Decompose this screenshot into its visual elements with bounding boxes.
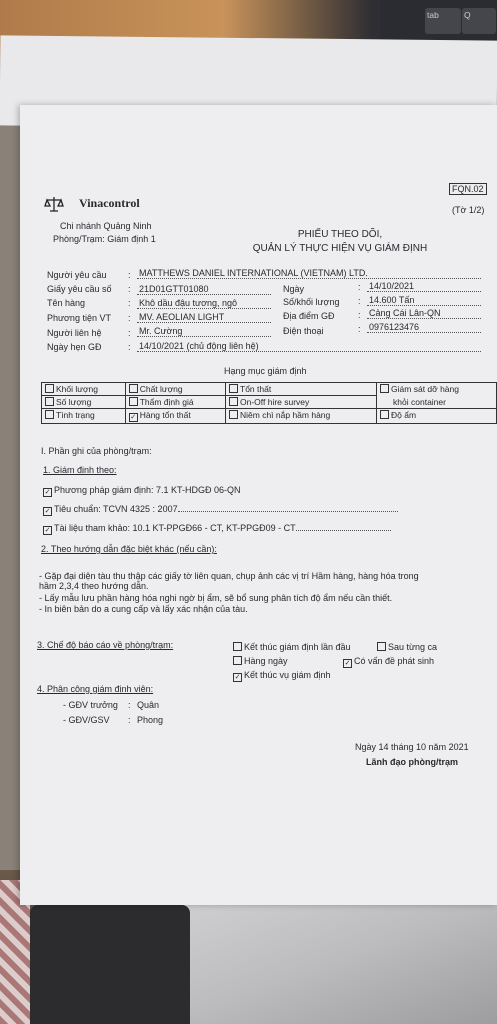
report-option-label: Có vấn đề phát sinh (354, 656, 435, 666)
colon: : (128, 284, 131, 294)
colon: : (358, 324, 361, 334)
standard-text: Tiêu chuẩn: TCVN 4325 : 2007 (54, 504, 178, 514)
category-label: Tổn thất (240, 384, 272, 394)
category-cell[interactable] (125, 383, 225, 396)
category-table (41, 382, 497, 424)
checkbox-checked-icon[interactable]: ✓ (44, 508, 51, 515)
checkbox-icon[interactable] (233, 656, 242, 665)
category-label: Thẩm định giá (139, 397, 194, 407)
colon: : (128, 298, 131, 308)
category-cell[interactable] (125, 409, 225, 424)
checkbox-icon[interactable] (380, 384, 389, 393)
requester-value: MATTHEWS DANIEL INTERNATIONAL (VIETNAM) LTD. (137, 268, 481, 279)
vessel-label: Phương tiện VT (47, 313, 111, 323)
category-label: Niêm chì nắp hầm hàng (240, 410, 331, 420)
report-option-1[interactable] (233, 642, 351, 652)
category-label: Số lượng (56, 397, 92, 407)
checkbox-checked-icon[interactable]: ✓ (234, 674, 241, 681)
page-number: (Tờ 1/2) (452, 205, 485, 215)
form-code: FQN.02 (449, 183, 487, 195)
checkbox-checked-icon[interactable]: ✓ (130, 414, 137, 421)
category-label: On-Off hire survey (240, 397, 310, 407)
method-line (43, 485, 241, 497)
key-q-label: Q (464, 10, 471, 20)
report-option-label: Hàng ngày (244, 656, 288, 666)
contact-label: Người liên hệ (47, 328, 102, 338)
checkbox-checked-icon[interactable]: ✓ (44, 527, 51, 534)
report-option-label: Kết thúc vụ giám định (244, 670, 331, 680)
category-cell[interactable] (377, 383, 497, 396)
goods-value: Khô dầu đậu tương, ngô (137, 298, 271, 309)
category-label: Khối lượng (56, 384, 98, 394)
table-row (42, 383, 497, 396)
request-no-label: Giấy yêu cầu số (47, 284, 112, 294)
dark-object (30, 905, 190, 1024)
colon: : (358, 282, 361, 292)
category-label: khỏi container (393, 396, 446, 407)
note-line-1b: hầm 2,3,4 theo hướng dẫn. (39, 581, 149, 591)
checkbox-checked-icon[interactable]: ✓ (44, 489, 51, 496)
phone-value: 0976123476 (367, 322, 481, 333)
category-title: Hạng mục giám định (224, 366, 307, 376)
date-label: Ngày (283, 284, 305, 294)
report-option-3[interactable] (233, 656, 288, 666)
checkbox-icon[interactable] (233, 642, 242, 651)
colon: : (128, 715, 131, 725)
category-label: Chất lượng (139, 384, 183, 394)
section4-heading: 4. Phân công giám định viên: (37, 684, 154, 694)
quantity-value: 14.600 Tấn (367, 295, 481, 306)
category-cell[interactable] (42, 383, 126, 396)
branch-name: Chi nhánh Quảng Ninh (60, 221, 152, 231)
reference-line (43, 523, 391, 535)
reference-text: Tài liệu tham khảo: 10.1 KT-PPGĐ66 - CT, KT-PPGĐ09 - CT (54, 523, 296, 533)
checkbox-icon[interactable] (229, 410, 238, 419)
checkbox-icon[interactable] (129, 384, 138, 393)
category-cell (377, 396, 497, 409)
vessel-value: MV. AEOLIAN LIGHT (137, 312, 271, 323)
station-name: Phòng/Trạm: Giám định 1 (53, 234, 156, 244)
key-tab (425, 8, 461, 34)
table-row (42, 409, 497, 424)
section1-sub1: 1. Giám định theo: (43, 465, 117, 475)
title-line-2: QUẢN LÝ THỰC HIỆN VỤ GIÁM ĐỊNH (252, 243, 428, 254)
report-option-label: Sau từng ca (388, 642, 438, 652)
colon: : (358, 296, 361, 306)
colon: : (128, 700, 131, 710)
category-label: Độ ẩm (391, 410, 417, 420)
category-cell[interactable] (42, 409, 126, 424)
gsv-value: Phong (137, 715, 164, 725)
category-cell[interactable] (226, 409, 377, 424)
category-label: Hàng tổn thất (139, 410, 191, 420)
category-cell[interactable] (42, 396, 126, 409)
lead-value: Quân (137, 700, 160, 710)
checkbox-icon[interactable] (45, 384, 54, 393)
report-option-5[interactable] (233, 670, 331, 682)
table-row (42, 396, 497, 409)
sign-date: Ngày 14 tháng 10 năm 2021 (355, 742, 469, 752)
category-cell[interactable] (377, 409, 497, 424)
checkbox-icon[interactable] (45, 410, 54, 419)
category-cell[interactable] (125, 396, 225, 409)
gsv-label: - GĐV/GSV (63, 715, 110, 725)
section1-heading: I. Phần ghi của phòng/trạm: (41, 446, 152, 456)
contact-value: Mr. Cường (137, 326, 271, 337)
checkbox-icon[interactable] (380, 410, 389, 419)
category-label: Tình trạng (56, 410, 95, 420)
colon: : (358, 310, 361, 320)
phone-label: Điện thoại (283, 326, 324, 336)
request-no-value: 21D01GTT01080 (137, 284, 271, 295)
section1-sub2: 2. Theo hướng dẫn đặc biệt khác (nếu cần): (41, 544, 217, 554)
colon: : (128, 342, 131, 352)
standard-line (43, 504, 398, 516)
category-cell[interactable] (226, 383, 377, 396)
lead-label: - GĐV trưởng (63, 700, 118, 710)
colon: : (128, 328, 131, 338)
report-option-2[interactable] (377, 642, 437, 652)
logo-icon (44, 196, 64, 217)
quantity-label: Số/khối lượng (283, 297, 340, 307)
category-label: Giám sát dỡ hàng (391, 384, 459, 394)
category-cell[interactable] (226, 396, 377, 409)
document-title (230, 228, 450, 256)
note-line-2: - Lấy mẫu lưu phần hàng hóa nghi ngờ bị ẩm, sẽ bổ sung phân tích độ ẩm nếu cần thiết. (39, 593, 393, 603)
date-value: 14/10/2021 (367, 281, 481, 292)
method-text: Phương pháp giám định: 7.1 KT-HDGĐ 06-QN (54, 485, 241, 495)
report-option-4[interactable] (343, 656, 434, 668)
goods-label: Tên hàng (47, 298, 86, 308)
colon: : (128, 313, 131, 323)
dotted-line (296, 530, 391, 531)
signer-title: Lãnh đạo phòng/trạm (366, 757, 458, 767)
key-q (462, 8, 496, 34)
dotted-line (178, 511, 398, 512)
deadline-value: 14/10/2021 (chủ động liên hệ) (137, 341, 481, 352)
checkbox-checked-icon[interactable]: ✓ (344, 660, 351, 667)
section3-heading: 3. Chế độ báo cáo về phòng/trạm: (37, 640, 174, 650)
requester-label: Người yêu cầu (47, 270, 107, 280)
place-label: Địa điểm GĐ (283, 311, 335, 321)
colon: : (128, 270, 131, 280)
checkbox-icon[interactable] (129, 397, 138, 406)
checkbox-icon[interactable] (229, 397, 238, 406)
checkbox-icon[interactable] (229, 384, 238, 393)
key-tab-label: tab (427, 10, 439, 20)
note-line-3: - In biên bản do a cung cấp và lấy xác nhận của tàu. (39, 604, 248, 614)
checkbox-icon[interactable] (377, 642, 386, 651)
note-line-1: - Gặp đại diện tàu thu thập các giấy tờ liên quan, chụp ảnh các vị trí Hầm hàng, hàng hóa trong (39, 571, 419, 581)
title-line-1: PHIẾU THEO DÕI, (297, 229, 383, 240)
deadline-label: Ngày hẹn GĐ (47, 342, 102, 352)
logo-text: Vinacontrol (79, 196, 140, 210)
place-value: Cảng Cái Lân-QN (367, 308, 481, 319)
checkbox-icon[interactable] (45, 397, 54, 406)
report-option-label: Kết thúc giám định lần đầu (244, 642, 351, 652)
